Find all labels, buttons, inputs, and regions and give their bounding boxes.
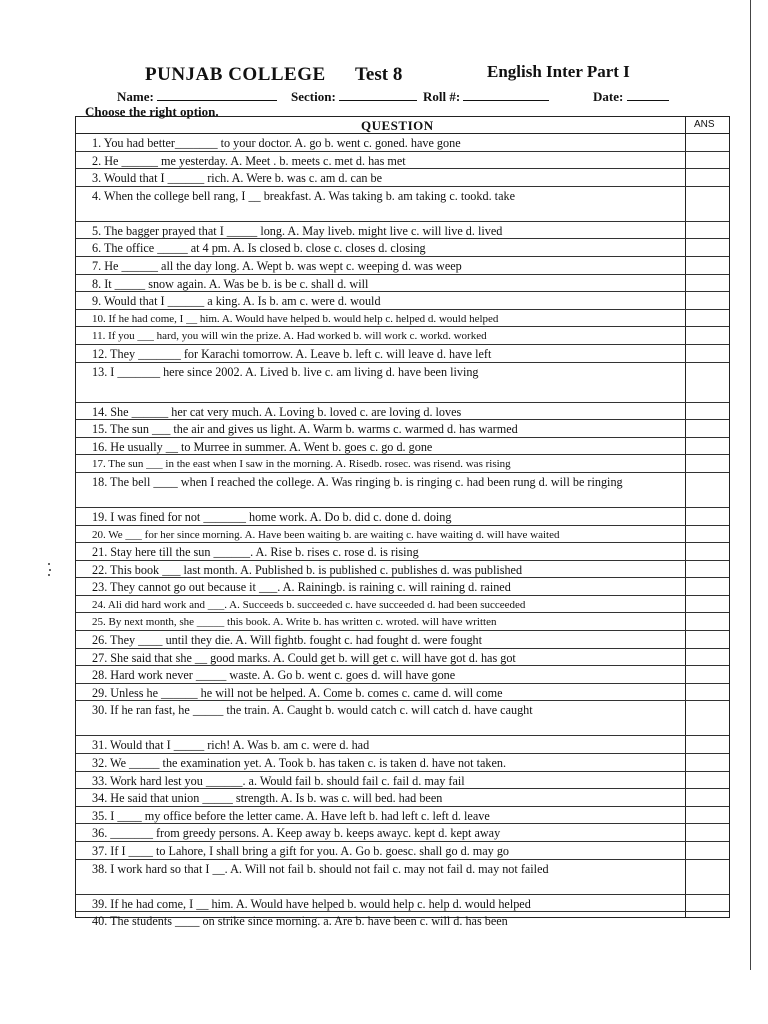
date-field: [593, 88, 669, 105]
answer-cell[interactable]: [685, 134, 730, 151]
header-title-row: [0, 64, 768, 90]
question-text: 28. Hard work never _____ waste. A. Go b. went c. goes d. will have gone: [92, 668, 456, 683]
question-row: [76, 701, 729, 736]
question-row: [76, 526, 729, 544]
answer-cell[interactable]: [685, 772, 730, 789]
roll-blank: [463, 88, 549, 101]
answer-cell[interactable]: [685, 363, 730, 402]
question-row: [76, 596, 729, 614]
question-text: 13. I _______ here since 2002. A. Lived b. live c. am living d. have been living: [92, 364, 479, 379]
section-blank: [339, 88, 417, 101]
answer-cell[interactable]: [685, 543, 730, 560]
question-text: 3. Would that I ______ rich. A. Were b. was c. am d. can be: [92, 171, 383, 186]
test-title: Test 8: [355, 64, 403, 85]
question-text: 22. This book ___ last month. A. Published b. is published c. publishes d. was published: [92, 562, 523, 577]
question-text: 1. You had better_______ to your doctor. A. go b. went c. goned. have gone: [92, 136, 461, 150]
section-field: [291, 88, 417, 105]
question-text: 32. We _____ the examination yet. A. Took b. has taken c. is taken d. have not taken.: [92, 756, 507, 771]
question-text: 34. He said that union _____ strength. A. Is b. was c. will bed. had been: [92, 791, 443, 806]
answer-cell[interactable]: [685, 701, 730, 735]
question-rows: [76, 134, 729, 930]
answer-cell[interactable]: [685, 169, 730, 186]
question-text: 40. The students ____ on strike since morning. a. Are b. have been c. will d. has been: [92, 914, 508, 929]
question-text: 15. The sun ___ the air and gives us light. A. Warm b. warms c. warmed d. has warmed: [92, 422, 518, 437]
question-row: [76, 631, 729, 649]
question-row: [76, 842, 729, 860]
question-text: 8. It _____ snow again. A. Was be b. is be c. shall d. will: [92, 276, 369, 291]
answer-cell[interactable]: [685, 666, 730, 683]
question-text: 17. The sun ___ in the east when I saw in the morning. A. Risedb. rosec. was risend. was rising: [92, 458, 511, 471]
question-row: [76, 169, 729, 187]
question-text: 35. I ____ my office before the letter came. A. Have left b. had left c. left d. leave: [92, 808, 490, 823]
answer-cell[interactable]: [685, 508, 730, 525]
answer-cell[interactable]: [685, 824, 730, 841]
answer-cell[interactable]: [685, 631, 730, 648]
answer-cell[interactable]: [685, 561, 730, 578]
answer-cell[interactable]: [685, 345, 730, 362]
answer-cell[interactable]: [685, 310, 730, 327]
answer-cell[interactable]: [685, 257, 730, 274]
answer-cell[interactable]: [685, 473, 730, 507]
question-row: [76, 772, 729, 790]
college-name: PUNJAB COLLEGE: [145, 64, 326, 85]
question-row: [76, 292, 729, 310]
question-row: [76, 134, 729, 152]
answer-cell[interactable]: [685, 736, 730, 753]
question-row: [76, 363, 729, 403]
question-row: [76, 438, 729, 456]
question-row: [76, 152, 729, 170]
question-text: 6. The office _____ at 4 pm. A. Is closed b. close c. closes d. closing: [92, 241, 426, 256]
question-text: 9. Would that I ______ a king. A. Is b. am c. were d. would: [92, 294, 381, 309]
answer-cell[interactable]: [685, 807, 730, 824]
answer-cell[interactable]: [685, 455, 730, 472]
answer-cell[interactable]: [685, 239, 730, 256]
question-row: [76, 649, 729, 667]
question-text: 38. I work hard so that I __. A. Will not fail b. should not fail c. may not fail d. may not failed: [92, 861, 549, 876]
roll-field: [423, 88, 549, 105]
question-text: 14. She ______ her cat very much. A. Loving b. loved c. are loving d. loves: [92, 404, 462, 419]
question-text: 21. Stay here till the sun ______. A. Rise b. rises c. rose d. is rising: [92, 545, 419, 560]
roll-label: Roll #:: [423, 89, 461, 104]
answer-cell[interactable]: [685, 842, 730, 859]
answer-cell[interactable]: [685, 860, 730, 894]
page-edge: [750, 0, 751, 970]
question-text: 5. The bagger prayed that I _____ long. A. May liveb. might live c. will live d. lived: [92, 223, 503, 238]
question-text: 2. He ______ me yesterday. A. Meet . b. meets c. met d. has met: [92, 153, 406, 168]
question-text: 19. I was fined for not _______ home work. A. Do b. did c. done d. doing: [92, 509, 452, 524]
answer-cell[interactable]: [685, 578, 730, 595]
question-text: 33. Work hard lest you ______. a. Would fail b. should fail c. fail d. may fail: [92, 773, 465, 788]
question-row: [76, 754, 729, 772]
answer-cell[interactable]: [685, 789, 730, 806]
name-label: Name:: [117, 89, 154, 104]
question-row: [76, 824, 729, 842]
question-table: [75, 116, 730, 929]
question-row: [76, 257, 729, 275]
question-column-header: QUESTION: [361, 118, 434, 133]
question-row: [76, 275, 729, 293]
instruction-text: Choose the right option.: [85, 104, 219, 119]
question-text: 11. If you ___ hard, you will win the prize. A. Had worked b. will work c. workd. worked: [92, 330, 487, 343]
name-field: [117, 88, 277, 105]
question-text: 16. He usually __ to Murree in summer. A. Went b. goes c. go d. gone: [92, 439, 433, 454]
answer-cell[interactable]: [685, 895, 730, 912]
answer-cell[interactable]: [685, 649, 730, 666]
date-label: Date:: [593, 89, 624, 104]
answer-cell[interactable]: [685, 327, 730, 344]
question-text: 29. Unless he ______ he will not be helped. A. Come b. comes c. came d. will come: [92, 685, 503, 700]
question-row: [76, 807, 729, 825]
question-row: [76, 420, 729, 438]
question-text: 23. They cannot go out because it ___. A. Rainingb. is raining c. will raining d. rained: [92, 580, 511, 595]
question-row: [76, 789, 729, 807]
question-row: [76, 666, 729, 684]
question-row: [76, 736, 729, 754]
question-text: 39. If he had come, I __ him. A. Would have helped b. would help c. help d. would helped: [92, 896, 531, 911]
question-text: 10. If he had come, I __ him. A. Would have helped b. would help c. helped d. would helped: [92, 312, 499, 325]
question-text: 30. If he ran fast, he _____ the train. A. Caught b. would catch c. will catch d. have caught: [92, 703, 533, 718]
question-row: [76, 895, 729, 913]
name-blank: [157, 88, 277, 101]
question-row: [76, 187, 729, 222]
section-label: Section:: [291, 89, 336, 104]
subject-title: English Inter Part I: [487, 62, 630, 81]
question-text: 4. When the college bell rang, I __ breakfast. A. Was taking b. am taking c. tookd. take: [92, 188, 515, 203]
question-text: 36. _______ from greedy persons. A. Keep away b. keeps awayc. kept d. kept away: [92, 826, 501, 841]
question-row: [76, 327, 729, 345]
answer-cell[interactable]: [685, 292, 730, 309]
answer-cell[interactable]: [685, 420, 730, 437]
date-blank: [627, 88, 669, 101]
question-row: [76, 239, 729, 257]
question-row: [76, 543, 729, 561]
question-row: [76, 508, 729, 526]
question-row: [76, 403, 729, 421]
question-text: 25. By next month, she _____ this book. A. Write b. has written c. wroted. will have written: [92, 616, 497, 629]
question-row: [76, 613, 729, 631]
question-text: 7. He ______ all the day long. A. Wept b. was wept c. weeping d. was weep: [92, 258, 462, 273]
question-row: [76, 345, 729, 363]
question-text: 26. They ____ until they die. A. Will fightb. fought c. had fought d. were fought: [92, 633, 483, 648]
question-row: [76, 912, 729, 930]
question-row: [76, 561, 729, 579]
answer-cell[interactable]: [685, 912, 730, 930]
question-row: [76, 222, 729, 240]
table-header-row: [76, 117, 729, 134]
answer-cell[interactable]: [685, 684, 730, 701]
question-text: 31. Would that I _____ rich! A. Was b. am c. were d. had: [92, 738, 370, 753]
question-row: [76, 860, 729, 895]
answer-cell[interactable]: [685, 222, 730, 239]
answer-cell[interactable]: [685, 438, 730, 455]
ans-column-header: ANS: [694, 119, 715, 130]
answer-cell[interactable]: [685, 403, 730, 420]
question-text: 12. They _______ for Karachi tomorrow. A. Leave b. left c. will leave d. have left: [92, 346, 492, 361]
question-text: 37. If I ____ to Lahore, I shall bring a gift for you. A. Go b. goesc. shall go d. may go: [92, 844, 510, 858]
question-row: [76, 455, 729, 473]
answer-cell[interactable]: [685, 152, 730, 169]
question-row: [76, 473, 729, 508]
answer-cell[interactable]: [685, 754, 730, 771]
question-row: [76, 310, 729, 328]
answer-cell[interactable]: [685, 613, 730, 630]
question-text: 24. Ali did hard work and ___. A. Succeeds b. succeeded c. have succeeded d. had been succeeded: [92, 598, 526, 611]
question-text: 20. We ___ for her since morning. A. Have been waiting b. are waiting c. have waiting d. will have waited: [92, 528, 560, 541]
question-text: 27. She said that she __ good marks. A. Could get b. will get c. will have got d. has got: [92, 650, 516, 665]
answer-cell[interactable]: [685, 187, 730, 221]
answer-cell[interactable]: [685, 275, 730, 292]
answer-cell[interactable]: [685, 526, 730, 543]
question-text: 18. The bell ____ when I reached the college. A. Was ringing b. is ringing c. had been rung d. will be ringing: [92, 474, 623, 489]
question-row: [76, 684, 729, 702]
answer-cell[interactable]: [685, 596, 730, 613]
scan-specks: [48, 563, 52, 577]
question-row: [76, 578, 729, 596]
